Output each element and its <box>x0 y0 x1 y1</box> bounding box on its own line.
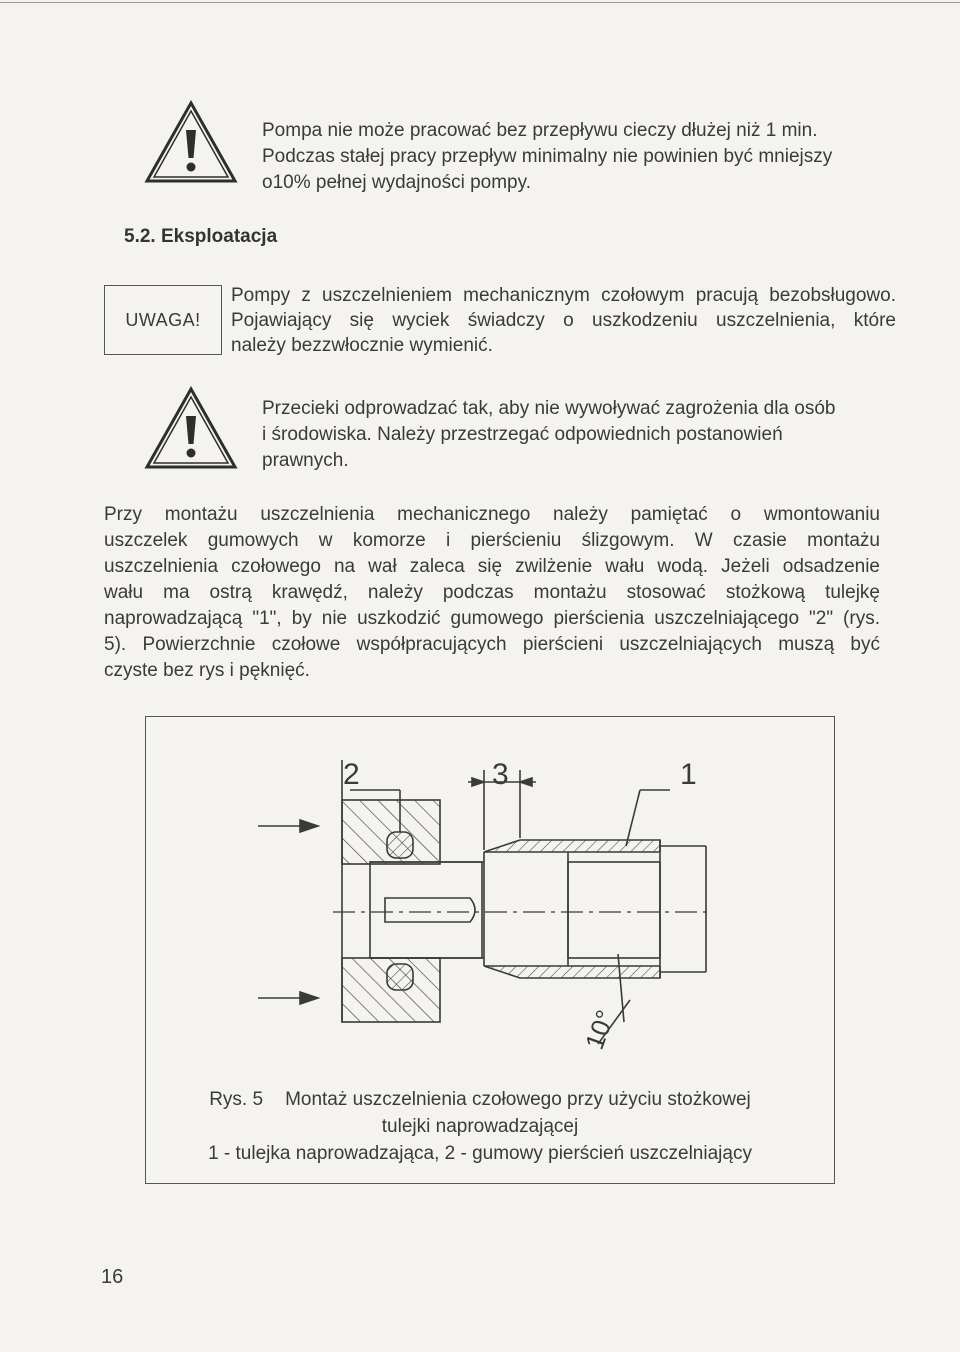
warning-line: o10% pełnej wydajności pompy. <box>262 172 531 193</box>
arrowhead <box>300 820 318 832</box>
body-line: wału ma ostrą krawędź, należy podczas montażu stosować stożkową tulejkę <box>104 582 880 603</box>
body-line: naprowadzającą "1", by nie uszkodzić gumowego pierścienia uszczelniającego "2" (rys. <box>104 608 880 629</box>
notice-label: UWAGA! <box>125 309 201 330</box>
rubber-ring-upper <box>387 832 413 858</box>
warning-line: Pompa nie może pracować bez przepływu cieczy dłużej niż 1 min. <box>262 120 818 141</box>
caption-legend: 1 - tulejka naprowadzająca, 2 - gumowy pierścień uszczelniający <box>208 1143 752 1164</box>
shaft <box>370 862 482 958</box>
caption-title: Montaż uszczelnienia czołowego przy użyciu stożkowej <box>285 1089 751 1110</box>
part-label-2: 2 <box>343 758 360 791</box>
warning-line: Przecieki odprowadzać tak, aby nie wywoływać zagrożenia dla osób <box>262 398 836 419</box>
guide-sleeve-taper-upper <box>484 840 660 852</box>
body-line: Przy montażu uszczelnienia mechanicznego należy pamiętać o wmontowaniu <box>104 504 880 525</box>
caption-line-2: tulejki naprowadzającej <box>381 1116 579 1137</box>
notice-line: Pojawiający się wyciek świadczy o uszkodzeniu uszczelnienia, które <box>231 310 896 331</box>
rubber-ring-lower <box>387 964 413 990</box>
section-heading: 5.2. Eksploatacja <box>124 226 278 247</box>
guide-sleeve-bore <box>568 862 660 958</box>
shaft-keyway <box>385 898 475 922</box>
arrowhead <box>300 992 318 1004</box>
guide-sleeve-taper-lower <box>484 966 660 978</box>
angle-label: 10° <box>578 1006 621 1054</box>
caption-line-1 <box>0 1086 960 1113</box>
figure-reference: Rys. 5 <box>209 1089 264 1110</box>
body-line: czyste bez rys i pęknięć. <box>104 660 310 681</box>
warning-line: prawnych. <box>262 450 349 471</box>
body-line: uszczelek gumowych w komorze i pierścieniu ślizgowym. W czasie montażu <box>104 530 880 551</box>
warning-line: i środowiska. Należy przestrzegać odpowiednich postanowień <box>262 424 783 445</box>
dimension-label-3: 3 <box>492 758 509 791</box>
part-label-1: 1 <box>680 758 697 791</box>
body-line: 5). Powierzchnie czołowe współpracujących pierścieni uszczelniających muszą być <box>104 634 880 655</box>
figure-caption <box>0 1086 960 1167</box>
warning-line: Podczas stałej pracy przepływ minimalny nie powinien być mniejszy <box>262 146 833 167</box>
body-line: uszczelnienia czołowego na wał zaleca się zwilżenie wału wodą. Jeżeli odsadzenie <box>104 556 880 577</box>
page-number: 16 <box>101 1266 124 1288</box>
notice-line: Pompy z uszczelnieniem mechanicznym czołowym pracują bezobsługowo. <box>231 285 896 306</box>
notice-line: należy bezzwłocznie wymienić. <box>231 335 493 356</box>
